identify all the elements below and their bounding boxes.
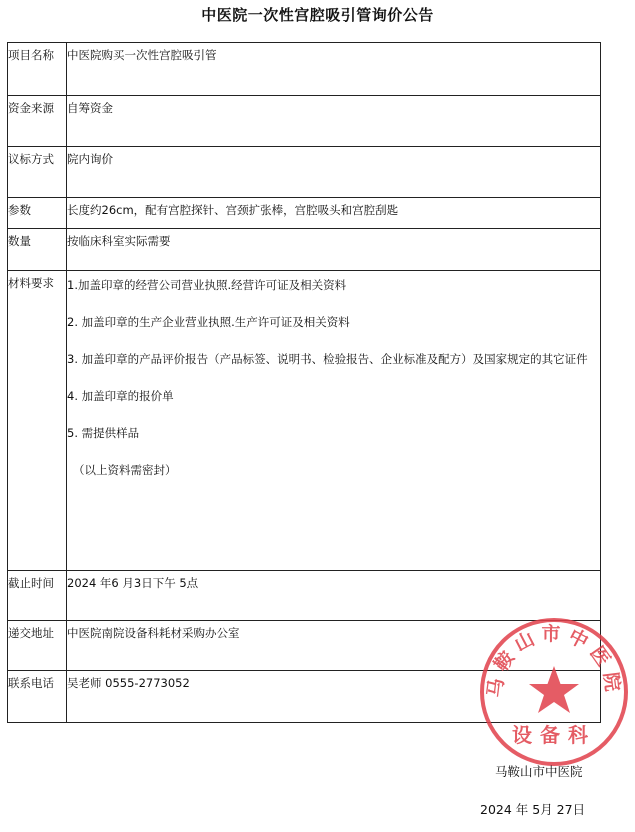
material-item-2: 2. 加盖印章的生产企业营业执照.生产许可证及相关资料 xyxy=(67,315,350,329)
materials-value xyxy=(67,271,601,571)
row-quantity xyxy=(8,229,601,271)
row-params xyxy=(8,198,601,229)
issuer-name: 马鞍山市中医院 xyxy=(495,764,583,779)
material-item-4: 4. 加盖印章的报价单 xyxy=(67,389,174,403)
row-method xyxy=(8,147,601,198)
address-value: 中医院南院设备科耗材采购办公室 xyxy=(67,621,601,671)
seal-star-icon xyxy=(529,666,579,713)
svg-text:设备科: 设备科 xyxy=(512,723,596,747)
funding-value: 自筹资金 xyxy=(67,96,601,147)
funding-label: 资金来源 xyxy=(8,96,67,147)
materials-note: （以上资料需密封） xyxy=(73,463,177,477)
params-value: 长度约26cm，配有宫腔探针、宫颈扩张棒，宫腔吸头和宫腔刮匙 xyxy=(67,198,601,229)
material-item-1: 1.加盖印章的经营公司营业执照.经营许可证及相关资料 xyxy=(67,278,347,292)
row-deadline xyxy=(8,571,601,621)
address-label: 递交地址 xyxy=(8,621,67,671)
row-project xyxy=(8,43,601,96)
project-value: 中医院购买一次性宫腔吸引管 xyxy=(67,43,601,96)
method-label: 议标方式 xyxy=(8,147,67,198)
contact-label: 联系电话 xyxy=(8,671,67,723)
contact-value: 吴老师 0555-2773052 xyxy=(67,671,601,723)
material-item-3: 3. 加盖印章的产品评价报告（产品标签、说明书、检验报告、企业标准及配方）及国家规定的其它证件 xyxy=(67,352,588,366)
page-title: 中医院一次性宫腔吸引管询价公告 xyxy=(201,6,434,24)
deadline-label: 截止时间 xyxy=(8,571,67,621)
quantity-value: 按临床科室实际需要 xyxy=(67,229,601,271)
material-item-5: 5. 需提供样品 xyxy=(67,426,140,440)
materials-label: 材料要求 xyxy=(8,271,67,571)
row-funding xyxy=(8,96,601,147)
svg-text:马鞍山市中医院: 马鞍山市中医院 xyxy=(483,623,625,699)
issue-date: 2024 年 5月 27日 xyxy=(480,802,586,817)
project-label: 项目名称 xyxy=(8,43,67,96)
params-label: 参数 xyxy=(8,198,67,229)
quantity-label: 数量 xyxy=(8,229,67,271)
official-seal-stamp xyxy=(476,614,632,770)
row-materials xyxy=(8,271,601,571)
deadline-value: 2024 年6 月3日下午 5点 xyxy=(67,571,601,621)
method-value: 院内询价 xyxy=(67,147,601,198)
